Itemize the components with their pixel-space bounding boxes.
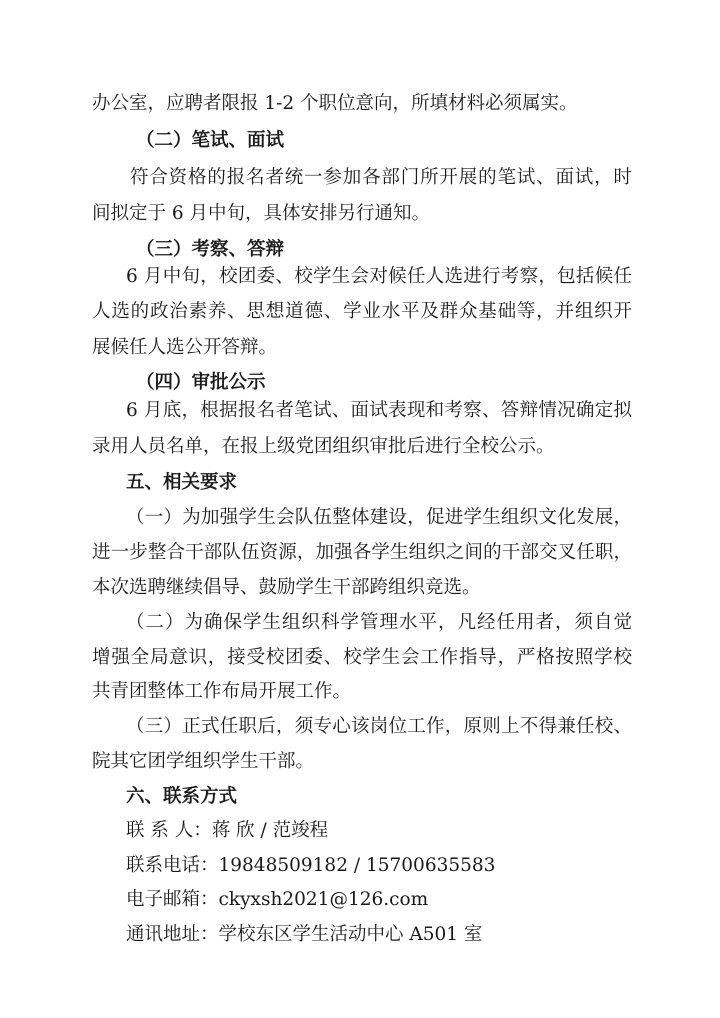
paragraph-line: 符合资格的报名者统一参加各部门所开展的笔试、面试，时 [130, 167, 632, 188]
contact-address: 通讯地址：学校东区学生活动中心 A501 室 [126, 924, 483, 945]
contact-email: 电子邮箱：ckyxsh2021@126.com [126, 889, 429, 910]
paragraph-line: 共青团整体工作布局开展工作。 [92, 681, 352, 702]
paragraph-line: （二）为确保学生组织科学管理水平，凡经任用者，须自觉 [126, 612, 632, 633]
paragraph-line: 本次选聘继续倡导、鼓励学生干部跨组织竞选。 [92, 577, 481, 598]
paragraph-line: 间拟定于 6 月中旬，具体安排另行通知。 [92, 203, 431, 224]
paragraph-line: 录用人员名单，在报上级党团组织审批后进行全校公示。 [92, 436, 555, 457]
paragraph-line: 6 月底，根据报名者笔试、面试表现和考察、答辩情况确定拟 [126, 400, 632, 421]
paragraph-line: （一）为加强学生会队伍整体建设，促进学生组织文化发展， [126, 507, 632, 528]
subsection-heading-inspection: （三）考察、答辩 [136, 239, 285, 260]
paragraph-line: （三）正式任职后，须专心该岗位工作，原则上不得兼任校、 [126, 716, 632, 737]
section-heading-contact: 六、联系方式 [126, 786, 238, 807]
paragraph-line: 办公室，应聘者限报 1-2 个职位意向，所填材料必须属实。 [92, 93, 578, 114]
section-heading-requirements: 五、相关要求 [126, 472, 238, 493]
subsection-heading-written-test: （二）笔试、面试 [136, 130, 285, 151]
contact-person: 联 系 人：蒋 欣 / 范竣程 [126, 820, 329, 841]
paragraph-line: 人选的政治素养、思想道德、学业水平及群众基础等，并组织开 [92, 301, 632, 322]
subsection-heading-approval: （四）审批公示 [136, 372, 266, 393]
paragraph-line: 6 月中旬，校团委、校学生会对候任人选进行考察，包括候任 [126, 266, 632, 287]
paragraph-line: 展候任人选公开答辩。 [92, 337, 278, 358]
paragraph-line: 进一步整合干部队伍资源，加强各学生组织之间的干部交叉任职， [92, 542, 632, 563]
paragraph-line: 增强全局意识，接受校团委、校学生会工作指导，严格按照学校 [92, 647, 632, 668]
paragraph-line: 院其它团学组织学生干部。 [92, 751, 315, 772]
contact-phone: 联系电话：19848509182 / 15700635583 [126, 855, 496, 876]
